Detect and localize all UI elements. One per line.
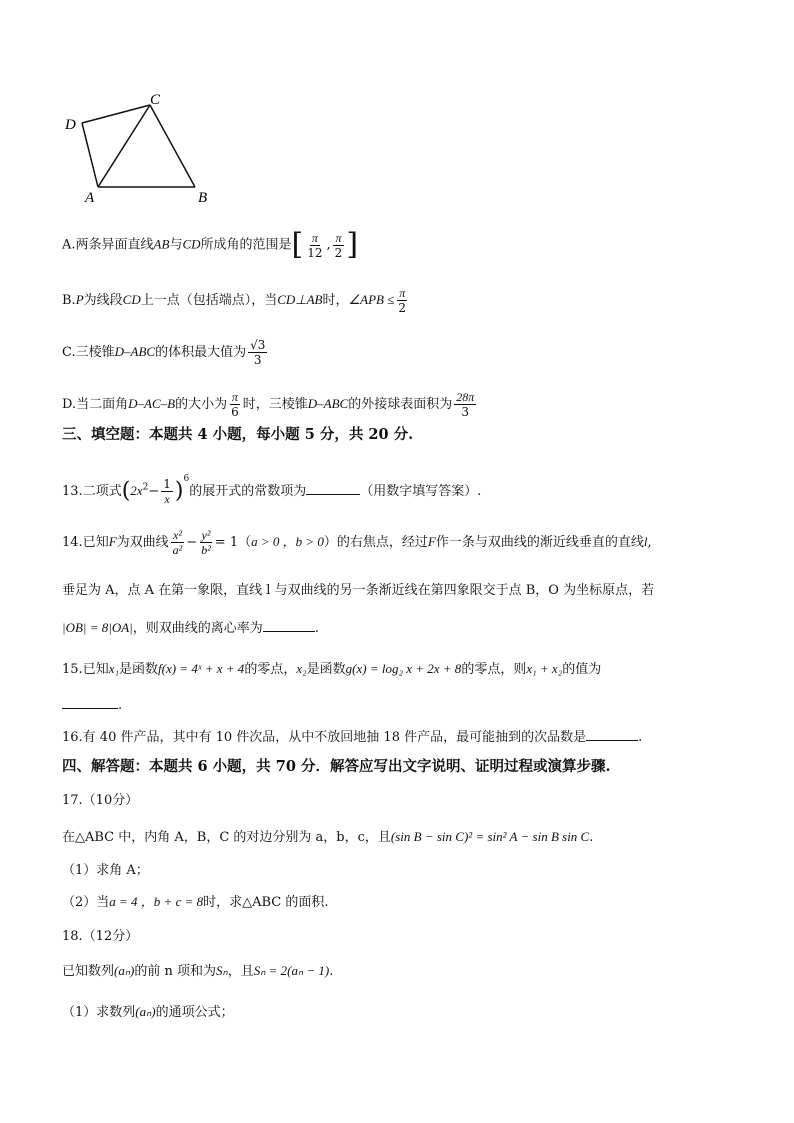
left-bracket: [ xyxy=(291,227,304,262)
option-b-p: P xyxy=(75,292,84,307)
option-b xyxy=(62,286,410,315)
q17-p2-a: （2）当 xyxy=(62,895,110,910)
q15-t2: 是函数 xyxy=(119,662,159,677)
question-18-header: 18.（12分） xyxy=(62,929,139,944)
q17-p2-b: 时，求△ABC 的面积. xyxy=(203,895,329,910)
option-a xyxy=(62,227,359,262)
option-d xyxy=(62,390,478,419)
q14-l: l xyxy=(643,534,648,549)
option-d-name: D–ABC xyxy=(307,396,349,411)
q14-fraction-x: $\frac{\text{x²}}{\text{a²}}$ xyxy=(172,528,183,557)
option-d-t4: 的外接球表面积为 xyxy=(348,397,453,412)
option-c-t2: 的体积最大值为 xyxy=(155,345,247,360)
q15-x2: x₂ xyxy=(296,661,307,676)
q13-expr-exp: 2 xyxy=(142,482,149,493)
q18-equation: Sₙ = 2(aₙ − 1) xyxy=(253,963,330,978)
option-b-fraction: $\frac{\pi}{2}$ xyxy=(398,286,407,315)
option-b-t2: 上一点（包括端点），当 xyxy=(140,293,278,308)
q14-t5: , xyxy=(647,535,652,550)
option-a-comma: , xyxy=(326,237,331,253)
option-a-fraction-2: $\frac{\pi}{2}$ xyxy=(334,230,343,260)
q14-answer-blank[interactable] xyxy=(263,631,315,632)
vertex-label-c: C xyxy=(150,92,161,108)
vertex-label-b: B xyxy=(198,190,208,206)
option-c-t1: 三棱锥 xyxy=(75,345,115,360)
q14-fraction-y: $\frac{\text{y²}}{\text{b²}}$ xyxy=(201,528,211,557)
q14-minus: − xyxy=(186,535,198,550)
option-a-mid: 与 xyxy=(169,237,183,253)
option-a-cd: CD xyxy=(182,236,201,252)
option-c-name: D–ABC xyxy=(114,344,156,359)
q14-expr: |OB| = 8|OA| xyxy=(62,620,133,635)
q13-t3: （用数字填写答案）. xyxy=(360,484,482,499)
question-17-part-1: （1）求角 A； xyxy=(62,863,149,878)
q13-number: 13. xyxy=(62,484,83,499)
q17-end: . xyxy=(589,830,594,845)
q14-f2: F xyxy=(427,534,436,549)
q13-answer-blank[interactable] xyxy=(306,494,360,495)
q14-t1: 已知 xyxy=(82,535,109,550)
question-14 xyxy=(62,528,652,557)
option-d-dihedral: D–AC–B xyxy=(128,396,176,411)
question-17-header: 17.（10分） xyxy=(62,793,139,808)
option-b-cd: CD xyxy=(122,292,141,307)
q13-power: 6 xyxy=(183,474,190,484)
q18-sn: Sₙ xyxy=(216,963,228,978)
q18-t3: ，且 xyxy=(227,964,254,979)
option-b-t1: 为线段 xyxy=(83,293,123,308)
question-14-line-3 xyxy=(62,619,319,638)
q14-condition: a > 0 ，b > 0 xyxy=(251,534,324,549)
q15-end: . xyxy=(118,698,123,713)
q16-answer-blank[interactable] xyxy=(586,740,638,741)
q15-t6: 的值为 xyxy=(562,662,602,677)
q15-t3: 的零点， xyxy=(244,662,297,677)
q18-an: (aₙ) xyxy=(114,963,135,978)
section-4-heading: 四、解答题：本题共 6 小题，共 70 分．解答应写出文字说明、证明过程或演算步骤. xyxy=(62,758,611,775)
option-a-text: 两条异面直线 xyxy=(75,237,154,253)
q18-end: . xyxy=(329,964,334,979)
option-a-ab: AB xyxy=(153,236,170,252)
question-18-stem xyxy=(62,962,333,981)
question-17-stem xyxy=(62,828,593,847)
edge-da xyxy=(82,123,98,187)
q14-t3: ）的右焦点，经过 xyxy=(323,535,428,550)
q15-sum: x₁ + x₂ xyxy=(526,661,563,676)
q15-answer-blank[interactable] xyxy=(62,708,118,709)
option-b-t3: 时， xyxy=(322,293,349,308)
option-c xyxy=(62,338,269,367)
q18-t1: 已知数列 xyxy=(62,964,115,979)
q14-number: 14. xyxy=(62,535,83,550)
option-d-prefix: D. xyxy=(62,397,77,412)
q13-t1: 二项式 xyxy=(82,484,122,499)
option-a-fraction-1: $\frac{\pi}{12}$ xyxy=(307,230,323,260)
q15-fx: f(x) = 4ˣ + x + 4 xyxy=(158,661,245,676)
option-d-fraction-2: $\frac{28\pi}{3}$ xyxy=(456,390,475,419)
option-d-t3: 时，三棱锥 xyxy=(242,397,308,412)
option-d-t1: 当二面角 xyxy=(76,397,129,412)
q14-eq: = 1（ xyxy=(214,535,252,550)
question-16 xyxy=(62,729,642,747)
q13-expr-a: 2x xyxy=(130,483,143,498)
option-a-tail: 所成角的范围是 xyxy=(200,237,292,253)
q13-t2: 的展开式的常数项为 xyxy=(189,484,307,499)
q14-tail: ，则双曲线的离心率为 xyxy=(132,621,263,636)
q18-p1-an: (aₙ) xyxy=(135,1004,156,1019)
question-17-part-2 xyxy=(62,893,329,912)
q14-end: . xyxy=(314,621,319,636)
q15-x1: x₁ xyxy=(108,661,119,676)
q16-end: . xyxy=(638,730,643,745)
option-b-prefix: B. xyxy=(62,293,76,308)
question-13: 13.二项式($2x^2-$ $\frac{1}{x}$ )$^6$的展开式的常数项为 （用数字填写答案）. xyxy=(62,474,482,506)
q15-t4: 是函数 xyxy=(306,662,346,677)
section-3-heading: 三、填空题：本题共 4 小题，每小题 5 分，共 20 分. xyxy=(62,426,414,443)
q17-p2-condition: a = 4 ，b + c = 8 xyxy=(109,894,204,909)
q13-fraction: $\frac{1}{x}$ xyxy=(163,477,171,506)
q14-f: F xyxy=(108,534,117,549)
option-d-fraction-1: $\frac{\pi}{6}$ xyxy=(231,390,239,419)
q18-p1-b: 的通项公式； xyxy=(155,1005,234,1020)
q18-p1-a: （1）求数列 xyxy=(62,1005,136,1020)
q14-t2: 为双曲线 xyxy=(116,535,169,550)
question-15-line-2 xyxy=(62,697,122,715)
vertex-label-d: D xyxy=(65,117,76,133)
q15-number: 15. xyxy=(62,662,83,677)
q13-minus: − xyxy=(148,484,160,499)
option-b-condition: CD⊥AB xyxy=(277,292,323,307)
q17-t1: 在△ABC 中，内角 A，B，C 的对边分别为 a，b，c，且 xyxy=(62,830,391,845)
question-18-part-1 xyxy=(62,1003,234,1022)
edge-cb xyxy=(150,105,195,187)
right-bracket: ] xyxy=(346,227,359,262)
q17-equation: (sin B − sin C)² = sin² A − sin B sin C xyxy=(390,829,590,844)
q14-t4: 作一条与双曲线的渐近线垂直的直线 xyxy=(435,535,644,550)
question-14-line-2: 垂足为 A，点 A 在第一象限，直线 l 与双曲线的另一条渐近线在第四象限交于点 B，O 为坐标原点，若 xyxy=(62,583,655,598)
tetrahedron-figure xyxy=(55,92,225,207)
option-b-angle: ∠APB ≤ xyxy=(348,292,395,307)
option-d-t2: 的大小为 xyxy=(175,397,228,412)
option-c-fraction: $\frac{√3}{3}$ xyxy=(250,338,266,367)
question-15 xyxy=(62,660,601,679)
q15-t5: 的零点，则 xyxy=(461,662,527,677)
option-c-prefix: C. xyxy=(62,345,76,360)
q15-t1: 已知 xyxy=(82,662,109,677)
option-a-prefix: A. xyxy=(62,237,76,253)
q18-t2: 的前 n 项和为 xyxy=(134,964,216,979)
q16-text: 16.有 40 件产品，其中有 10 件次品，从中不放回地抽 18 件产品，最可能抽到的次品数是 xyxy=(62,730,587,745)
vertex-label-a: A xyxy=(85,190,95,206)
q15-gx: g(x) = log₂ x + 2x + 8 xyxy=(345,661,462,676)
